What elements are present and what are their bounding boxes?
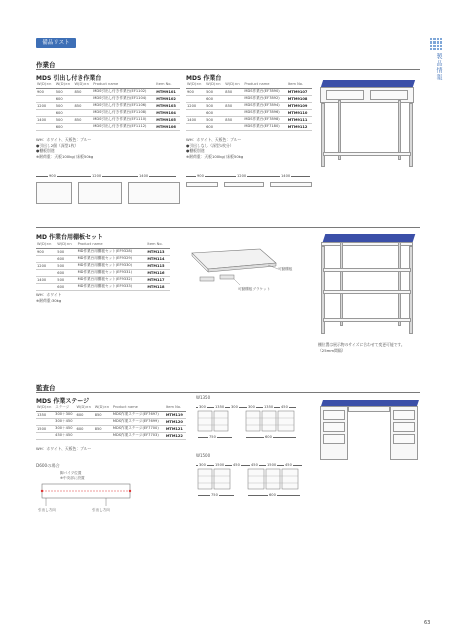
dim-label: 1200	[237, 174, 247, 178]
section1-left-table	[36, 81, 180, 131]
shelf-diagram	[180, 245, 293, 305]
table-row: 1200 500 MD作業台用棚板セット(EF9330) MTM115	[36, 262, 170, 269]
page-number: 63	[424, 620, 431, 626]
section1-left-notes: WH：ホワイト、天板色：ブルー ●引出し2個（深型1枚） ●棚板別途 ※耐荷重：天板100kg/ 床板50kg	[36, 137, 94, 159]
section2-table	[36, 241, 170, 291]
shelf-label: 可動棚板	[278, 267, 293, 271]
dim-label: 450	[285, 463, 292, 467]
table-row: 600 MDS作業台(EF7180) MTM9112	[186, 123, 312, 130]
table-row: 1400 500 MD作業台用棚板セット(EF9332) MTM117	[36, 276, 170, 283]
col-header: W(D)×n	[205, 81, 224, 88]
section-tag: 備品リスト	[36, 38, 76, 48]
section1-right-notes: WH：ホワイト、天板色：ブルー ●引出しなし（深型1枚分） ●棚板別途 ※耐荷重：天板100kg/ 床板50kg	[186, 137, 244, 159]
table-row: 600 MDS引出し付き作業台(EF1108) MTM9104	[36, 109, 180, 116]
table-row: 600 MDS引出し付き作業台(EF1104) MTM9102	[36, 95, 180, 102]
section3-rule	[36, 392, 420, 393]
section1-rule	[36, 69, 420, 70]
table-row: 900 500 MD作業台用棚板セット(EF9328) MTM113	[36, 248, 170, 255]
drawer-table-photo	[318, 72, 422, 172]
dim-label: 600	[269, 493, 276, 497]
section1-title: 作業台	[36, 61, 56, 69]
col-header: Product name	[243, 81, 286, 88]
dim-label: 300	[231, 405, 238, 409]
dim-label: 1500	[267, 463, 277, 467]
leg-position-note: ※中央部に設置	[60, 476, 85, 480]
col-header: W(D)×n	[36, 81, 55, 88]
col-header: W(D)×n	[94, 404, 112, 411]
dim-label: 300	[199, 463, 206, 467]
col-header: Product name	[92, 81, 155, 88]
section1-left-subtitle: MDS 引出し付き作業台	[36, 75, 102, 82]
drawer-diagram	[36, 182, 180, 204]
col-header: W(D)×n	[36, 404, 54, 411]
side-label: 製品情報	[435, 53, 442, 81]
col-header: W(D)×n	[76, 404, 94, 411]
dim-label: 300	[248, 405, 255, 409]
shelf-table-photo	[318, 228, 422, 340]
col-header: W(D)×n	[55, 81, 74, 88]
w1500-elevation	[196, 469, 304, 493]
section3-subtitle: MDS 作業ステージ	[36, 398, 90, 405]
dim-label: 1400	[281, 174, 291, 178]
drawer-direction-label: 引出し方向	[92, 508, 110, 512]
table-row: 600 MDS作業台(EF7892) MTM9108	[186, 95, 312, 102]
dim-label: 450	[281, 405, 288, 409]
leg-position-label: 脚パイプ位置	[60, 471, 82, 475]
col-header: Product name	[77, 241, 147, 248]
table-row: 900 500 850 MDS作業台(EF7890) MTM9107	[186, 88, 312, 95]
dimension-line	[36, 176, 176, 177]
section2-subtitle: MD 作業台用棚板セット	[36, 234, 104, 241]
section2-notes: WH：ホワイト ※耐荷重:30kg	[36, 292, 62, 303]
w1350-label: W1350	[196, 395, 211, 400]
dim-label: 600	[265, 435, 272, 439]
section3-note: WH：ホワイト、天板色：ブルー	[36, 446, 92, 451]
col-header: W(D)×n	[36, 241, 56, 248]
section1-right-table	[186, 81, 312, 131]
section1-right-subtitle: MDS 作業台	[186, 75, 222, 82]
col-header: W(D)×n	[186, 81, 205, 88]
table-diagram	[186, 182, 312, 204]
dim-label: 1350	[264, 405, 274, 409]
section3-title: 監査台	[36, 384, 56, 392]
dim-label: 1200	[92, 174, 102, 178]
col-header: Product name	[112, 404, 165, 411]
stage-desk-photo	[318, 394, 422, 466]
table-row: 1200 500 850 MDS引出し付き作業台(EF1106) MTM9103	[36, 102, 180, 109]
section3-table	[36, 404, 186, 440]
d600-title: D600の場合	[36, 463, 60, 468]
dim-label: 1350	[215, 405, 225, 409]
dim-label: 300	[199, 405, 206, 409]
col-header: Item No.	[287, 81, 312, 88]
col-header: ステージ	[54, 404, 75, 411]
dim-label: 750	[211, 493, 218, 497]
bracket-label: 可動棚板ブラケット	[238, 287, 271, 291]
w1500-label: W1500	[196, 453, 211, 458]
col-header: W(D)×n	[56, 241, 76, 248]
table-row: 600 MD作業台用棚板セット(EF9329) MTM114	[36, 255, 170, 262]
dim-label: 450	[251, 463, 258, 467]
table-row: 1350 300＋300 600 850 MDS作業ステージ(EF7697) MTM119	[36, 411, 186, 418]
col-header: Item No.	[165, 404, 186, 411]
table-row: 1500 300＋450 600 850 MDS作業ステージ(EF7700) MTM121	[36, 425, 186, 432]
col-header: Item No.	[155, 81, 180, 88]
table-row: 1400 500 850 MDS引出し付き作業台(EF1110) MTM9105	[36, 116, 180, 123]
w1350-elevation	[196, 411, 300, 435]
dim-label: 450	[233, 463, 240, 467]
table-row: 1400 500 850 MDS作業台(EF7898) MTM9111	[186, 116, 312, 123]
side-index	[430, 38, 444, 81]
dim-label: 900	[49, 174, 56, 178]
table-row: 900 500 850 MDS引出し付き作業台(EF1102) MTM9101	[36, 88, 180, 95]
grid-icon	[430, 38, 442, 50]
table-row: 600 MDS作業台(EF7896) MTM9110	[186, 109, 312, 116]
dim-label: 900	[197, 174, 204, 178]
table-row: 600 MD作業台用棚板セット(EF9331) MTM116	[36, 269, 170, 276]
dim-label: 750	[209, 435, 216, 439]
table-row: 450＋450 MDS作業ステージ(EF7703) MTM122	[36, 432, 186, 439]
table-row: 1200 500 850 MDS作業台(EF7894) MTM9109	[186, 102, 312, 109]
table-row: 300＋450 MDS作業ステージ(EF7699) MTM120	[36, 418, 186, 425]
table-row: 600 MD作業台用棚板セット(EF9333) MTM118	[36, 283, 170, 290]
col-header: W(D)×n	[74, 81, 93, 88]
col-header: W(D)×n	[224, 81, 243, 88]
table-row: 600 MDS引出し付き作業台(EF1112) MTM9106	[36, 123, 180, 130]
drawer-direction-label: 引出し方向	[38, 508, 56, 512]
col-header: Item No.	[146, 241, 170, 248]
dim-label: 1500	[215, 463, 225, 467]
shelf-photo-caption: 棚位置は展示物のサイズに合わせて変更可能です。 （25mm間隔）	[318, 342, 405, 353]
dim-label: 1400	[139, 174, 149, 178]
